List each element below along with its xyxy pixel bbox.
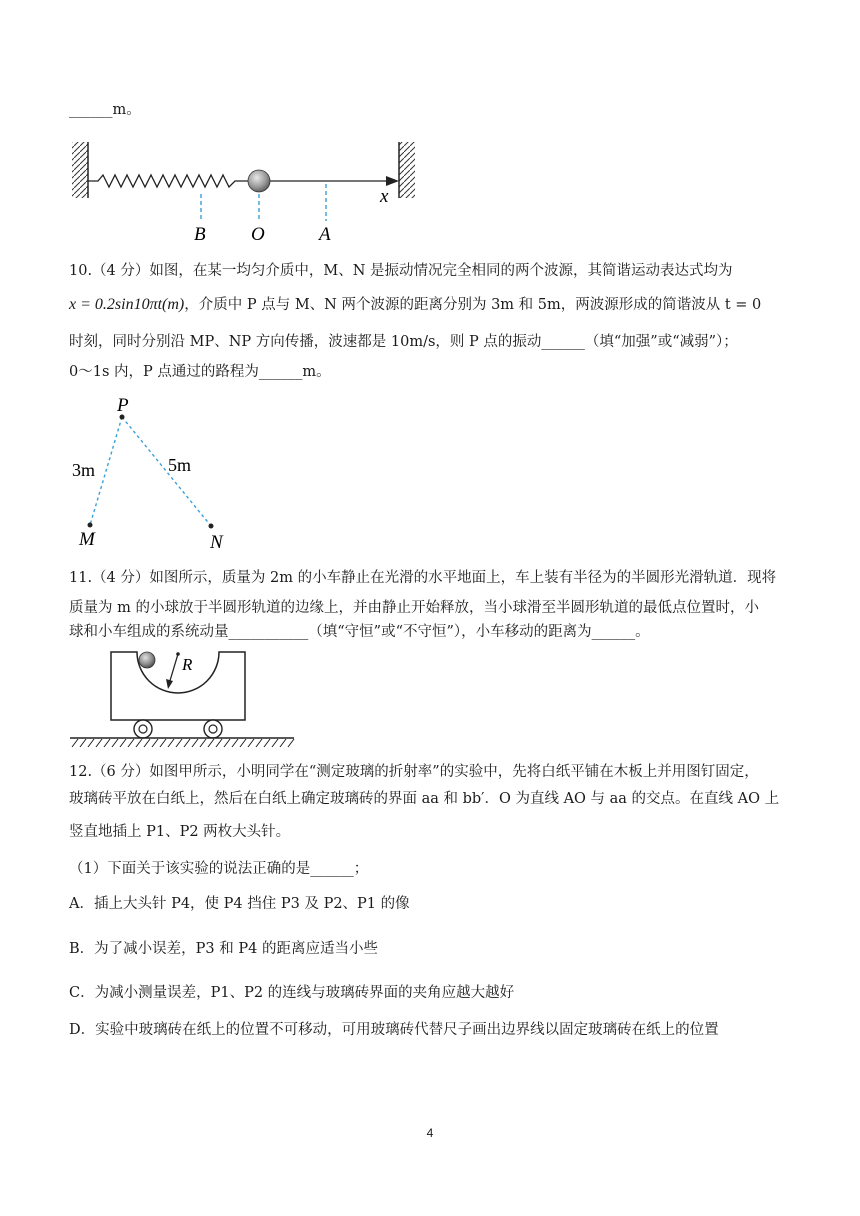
- left-wall: [72, 142, 88, 198]
- label-B: B: [194, 224, 206, 245]
- q10-line-1: 10.（4 分）如图，在某一均匀介质中，M、N 是振动情况完全相同的两个波源，其简谐运动表达式均为: [69, 263, 733, 279]
- wheel-left: [134, 720, 152, 738]
- label-5m: 5m: [168, 455, 192, 475]
- label-A: A: [319, 224, 331, 245]
- wheel-right: [204, 720, 222, 738]
- q12-line-2: 玻璃砖平放在白纸上，然后在白纸上确定玻璃砖的界面 aa 和 bb′．O 为直线 AO 与 aa 的交点。在直线 AO 上: [69, 791, 780, 807]
- cart-body: [111, 652, 245, 720]
- segment-PN: [122, 417, 211, 526]
- label-R: R: [182, 655, 193, 674]
- q12-option-A: A．插上大头针 P4，使 P4 挡住 P3 及 P2、P1 的像: [69, 896, 410, 912]
- q9-answer-tail: ______m。: [69, 102, 141, 118]
- right-wall: [399, 142, 415, 198]
- label-x: x: [380, 186, 389, 207]
- page-number: 4: [426, 1126, 434, 1140]
- radius-arrowhead: [166, 679, 173, 689]
- q10-formula: x = 0.2sin10πt(m): [69, 296, 185, 313]
- radius-arrow: [169, 654, 178, 684]
- q11-line-2: 质量为 m 的小球放于半圆形轨道的边缘上，并由静止开始释放，当小球滑至半圆形轨道的最低点位置时，小: [69, 600, 759, 616]
- cart-figure: [68, 646, 298, 752]
- point-M: [88, 523, 93, 528]
- spring-oscillator-figure: [68, 140, 418, 245]
- spring: [88, 175, 249, 187]
- q12-option-D: D．实验中玻璃砖在纸上的位置不可移动，可用玻璃砖代替尺子画出边界线以固定玻璃砖在纸上的位置: [69, 1022, 719, 1038]
- ground-hatching: [72, 739, 294, 747]
- small-ball: [139, 652, 155, 668]
- center-dot: [176, 652, 180, 656]
- q12-line-3: 竖直地插上 P1、P2 两枚大头针。: [69, 824, 291, 840]
- x-axis-arrowhead: [386, 176, 399, 186]
- oscillator-ball: [248, 170, 270, 192]
- q12-option-C: C．为减小测量误差，P1、P2 的连线与玻璃砖界面的夹角应越大越好: [69, 985, 515, 1001]
- q11-line-1: 11.（4 分）如图所示，质量为 2m 的小车静止在光滑的水平地面上，车上装有半径为的半圆形光滑轨道．现将: [69, 570, 777, 586]
- q11-line-3: 球和小车组成的系统动量___________（填“守恒”或“不守恒”），小车移动的距离为______。: [69, 624, 650, 640]
- q10-line-2: x = 0.2sin10πt(m)，介质中 P 点与 M、N 两个波源的距离分别为 3m 和 5m，两波源形成的简谐波从 t = 0: [69, 296, 762, 313]
- label-3m: 3m: [72, 460, 96, 480]
- label-O: O: [251, 224, 265, 245]
- point-N: [209, 524, 214, 529]
- q10-line-3: 时刻，同时分别沿 MP、NP 方向传播，波速都是 10m/s，则 P 点的振动______（填“加强”或“减弱”）；: [69, 334, 738, 350]
- q12-line-1: 12.（6 分）如图甲所示，小明同学在“测定玻璃的折射率”的实验中，先将白纸平铺在木板上并用图钉固定，: [69, 764, 759, 780]
- wave-sources-figure: [68, 392, 238, 552]
- q12-option-B: B．为了减小误差，P3 和 P4 的距离应适当小些: [69, 941, 378, 957]
- label-M: M: [79, 529, 95, 550]
- label-N: N: [210, 532, 223, 552]
- q12-subquestion-1: （1）下面关于该实验的说法正确的是______；: [69, 861, 369, 877]
- q10-line-4: 0～1s 内，P 点通过的路程为______m。: [69, 364, 331, 380]
- label-P: P: [117, 395, 129, 416]
